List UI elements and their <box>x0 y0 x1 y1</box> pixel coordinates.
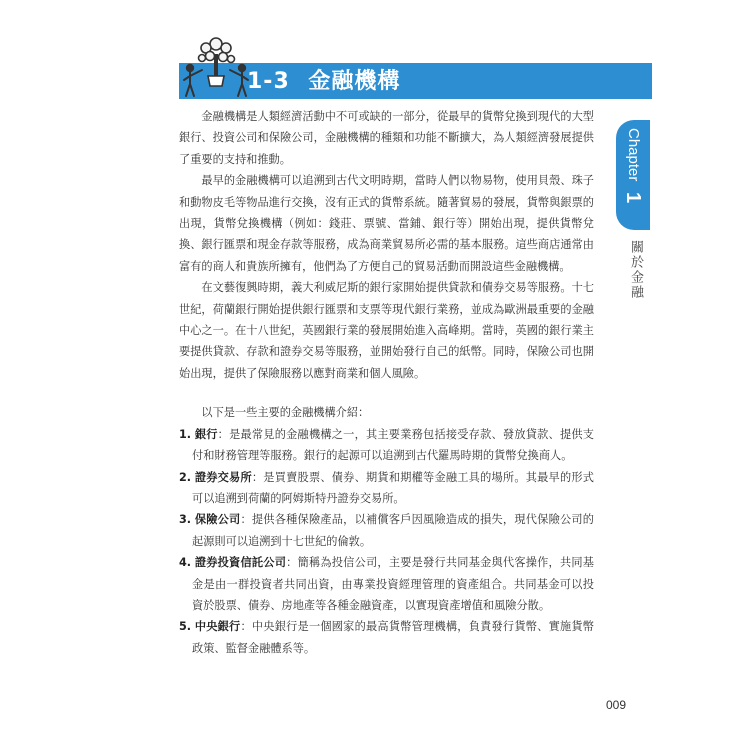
list-item-text: ：中央銀行是一個國家的最高貨幣管理機構，負責發行貨幣、實施貨幣政策、監督金融體系等。 <box>192 620 594 655</box>
list-item-text: ：是最常見的金融機構之一，其主要業務包括接受存款、發放貸款、提供支付和財務管理等服務。銀行的起源可以追溯到古代羅馬時期的貨幣兌換商人。 <box>192 427 594 463</box>
page-number: 009 <box>606 698 627 712</box>
list-item <box>179 616 594 659</box>
chapter-subtitle: 關於金融 <box>628 240 643 300</box>
chapter-label <box>618 128 648 224</box>
chapter-number: 1 <box>622 191 644 203</box>
list-item-term: 銀行 <box>194 427 218 441</box>
list-item-term: 證券投資信託公司 <box>194 556 287 570</box>
list-item <box>179 467 594 510</box>
section-number: 1-3 <box>247 69 290 94</box>
list-item-number: 2. <box>179 470 192 484</box>
chapter-word: Chapter <box>625 128 642 182</box>
list-item-term: 保險公司 <box>194 513 241 527</box>
list-item-number: 1. <box>179 427 192 441</box>
paragraph: 金融機構是人類經濟活動中不可或缺的一部分，從最早的貨幣兌換到現代的大型銀行、投資公司和保險公司，金融機構的種類和功能不斷擴大，為人類經濟發展提供了重要的支持和推動。 <box>179 110 594 166</box>
list-item-text: ：提供各種保險產品，以補償客戶因風險造成的損失，現代保險公司的起源則可以追溯到十七世紀的倫敦。 <box>192 513 594 548</box>
money-tree-people-icon <box>180 34 252 98</box>
list-item-number: 4. <box>179 556 192 570</box>
list-item <box>179 509 594 552</box>
paragraph: 在文藝復興時期，義大利威尼斯的銀行家開始提供貸款和債券交易等服務。十七世紀，荷蘭銀行開始提供銀行匯票和支票等現代銀行業務，並成為歐洲最重要的金融中心之一。在十八世紀，英國銀行業的發展開始進入高峰期。當時，英國的銀行業主要提供貸款、存款和證券交易等服務，並開始發行自己的紙幣。同時，保險公司也開始出現，提供了保險服務以應對商業和個人風險。 <box>179 281 594 380</box>
section-title-text: 金融機構 <box>308 69 401 94</box>
list-intro: 以下是一些主要的金融機構介紹： <box>201 406 370 420</box>
institution-list <box>179 424 594 659</box>
body-text <box>179 106 594 659</box>
list-item-number: 3. <box>179 513 192 527</box>
list-item-term: 證券交易所 <box>194 470 252 484</box>
list-item <box>179 424 594 467</box>
section-title <box>247 66 400 98</box>
list-item-term: 中央銀行 <box>194 620 241 634</box>
list-item <box>179 552 594 616</box>
list-item-text: ：是買賣股票、債券、期貨和期權等金融工具的場所。其最早的形式可以追溯到荷蘭的阿姆斯特丹證券交易所。 <box>192 470 594 505</box>
paragraph: 最早的金融機構可以追溯到古代文明時期，當時人們以物易物，使用貝殼、珠子和動物皮毛等物品進行交換，沒有正式的貨幣系統。隨著貿易的發展，貨幣與銀票的出現，貨幣兌換機構（例如：錢莊、票號、當鋪、銀行等）開始出現，提供貨幣兌換、銀行匯票和現金存款等服務，成為商業貿易所必需的基本服務。這些商店通常由富有的商人和貴族所擁有，他們為了方便自己的貿易活動而開設這些金融機構。 <box>179 174 594 273</box>
list-item-number: 5. <box>179 620 192 634</box>
list-item-text: ：簡稱為投信公司，主要是發行共同基金與代客操作，共同基金是由一群投資者共同出資，由專業投資經理管理的資產組合。共同基金可以投資於股票、債券、房地產等各種金融資產，以實現資產增值和風險分散。 <box>192 556 594 612</box>
